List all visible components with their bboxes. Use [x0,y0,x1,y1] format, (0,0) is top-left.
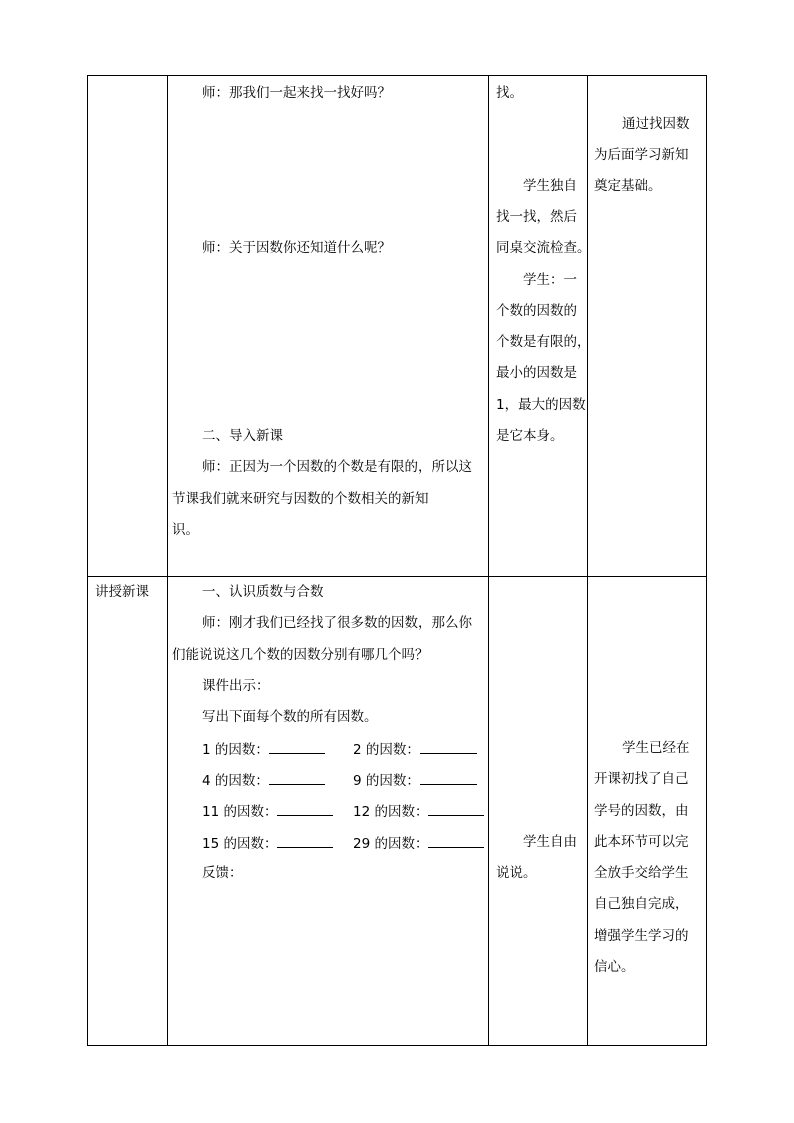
dialogue-line: 师：那我们一起来找一找好吗？ [202,85,391,101]
factor-label: 15 的因数： [202,836,278,852]
answer-blank [277,833,333,848]
paragraph-line: 师：刚才我们已经找了很多数的因数，那么你 [202,615,472,631]
student-text: 学生自由 [523,834,577,850]
factor-item [202,801,333,822]
intent-text: 学号的因数，由 [594,803,689,819]
factor-item [353,739,477,760]
intent-text: 开课初找了自己 [594,771,689,787]
table-border-left [87,75,88,1046]
column-divider-2 [488,75,489,1046]
section-heading: 一、认识质数与合数 [202,584,324,600]
intent-text: 为后面学习新知 [594,147,689,163]
intent-text: 此本环节可以完 [594,834,689,850]
answer-blank [428,833,484,848]
answer-blank [269,770,325,785]
dialogue-line: 师：关于因数你还知道什么呢？ [202,240,391,256]
student-text: 学生：一 [523,272,577,288]
answer-blank [420,739,477,754]
factor-label: 1 的因数： [202,742,269,758]
answer-blank [277,801,333,816]
courseware-label: 课件出示： [202,678,270,694]
table-border-bottom [87,1045,707,1046]
student-text: 学生独自 [523,178,577,194]
task-text: 写出下面每个数的所有因数。 [202,709,378,725]
feedback-label: 反馈： [202,865,243,881]
answer-blank [269,739,325,754]
column-divider-1 [167,75,168,1046]
factor-label: 4 的因数： [202,773,269,789]
intent-text: 奠定基础。 [594,178,662,194]
factor-item [353,801,484,822]
student-text: 同桌交流检查。 [496,240,591,256]
factor-label: 9 的因数： [353,773,420,789]
answer-blank [420,770,477,785]
factor-item [202,833,333,854]
table-border-top [87,75,707,76]
intent-text: 通过找因数 [622,116,690,132]
student-text: 找一找，然后 [496,209,577,225]
factor-item [353,833,484,854]
paragraph-line: 节课我们就来研究与因数的个数相关的新知 [172,491,429,507]
factor-label: 29 的因数： [353,836,429,852]
student-text: 是它本身。 [496,428,564,444]
student-text: 个数的因数的 [496,303,577,319]
intent-text: 自己独自完成， [594,896,689,912]
answer-blank [428,801,484,816]
student-text: 1，最大的因数 [496,397,586,413]
paragraph-line: 师：正因为一个因数的个数是有限的，所以这 [202,459,472,475]
student-text: 找。 [496,85,523,101]
paragraph-line: 们能说说这几个数的因数分别有哪几个吗？ [172,647,429,663]
factor-item [202,739,325,760]
table-border-right [706,75,707,1046]
intent-text: 信心。 [594,959,635,975]
section-heading: 二、导入新课 [202,428,283,444]
intent-text: 学生已经在 [622,740,690,756]
factor-label: 11 的因数： [202,804,278,820]
student-text: 说说。 [496,865,537,881]
student-text: 最小的因数是 [496,365,577,381]
column-divider-3 [587,75,588,1046]
intent-text: 增强学生学习的 [594,928,689,944]
factor-label: 2 的因数： [353,742,420,758]
factor-label: 12 的因数： [353,804,429,820]
factor-item [353,770,477,791]
intent-text: 全放手交给学生 [594,865,689,881]
paragraph-line: 识。 [172,522,199,538]
section-label: 讲授新课 [95,584,149,600]
student-text: 个数是有限的， [496,334,591,350]
factor-item [202,770,325,791]
